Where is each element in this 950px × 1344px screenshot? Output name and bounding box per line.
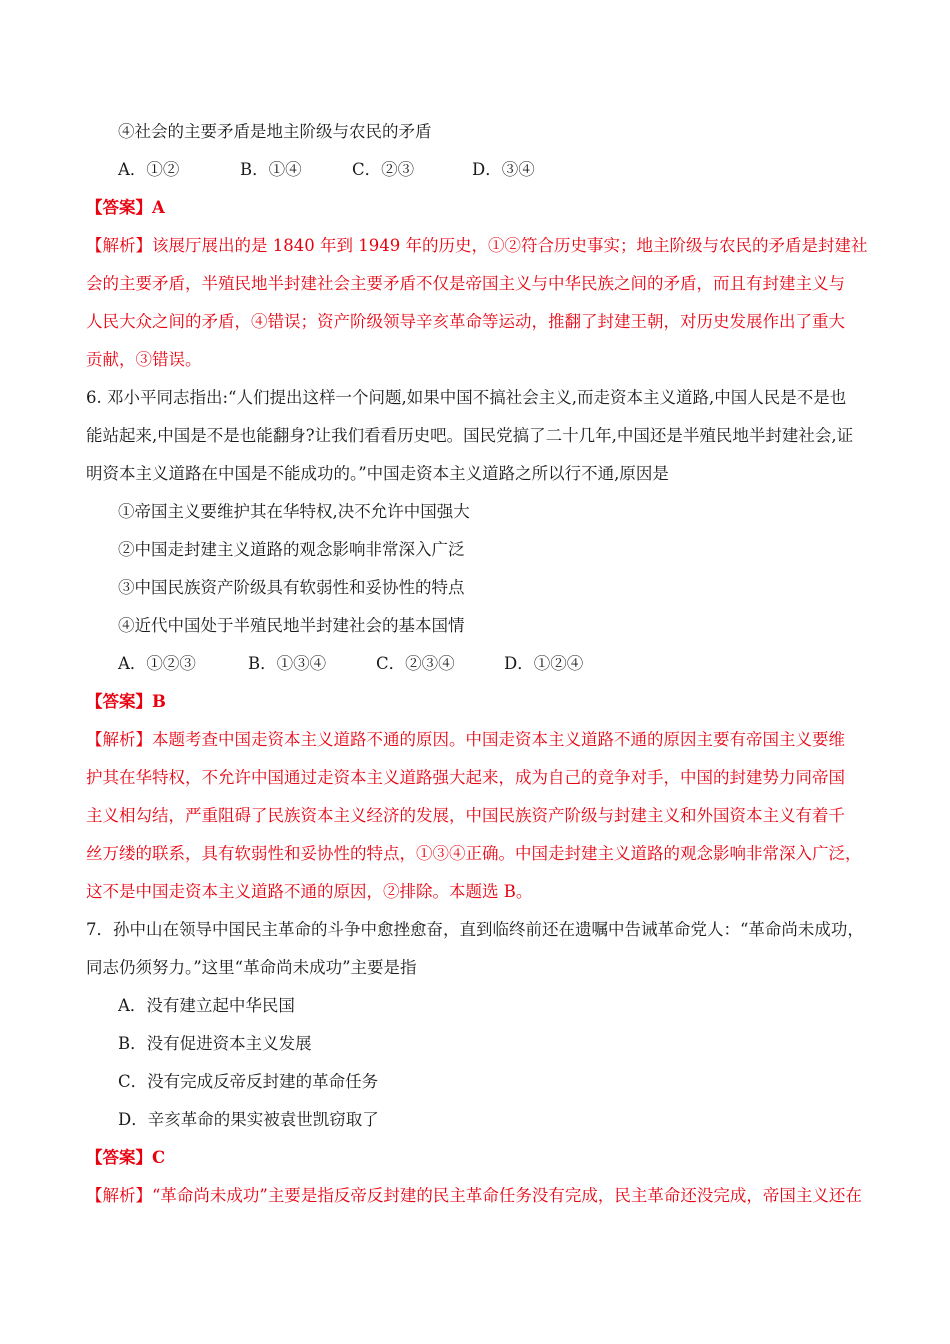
q6-item-3: ③中国民族资产阶级具有软弱性和妥协性的特点 xyxy=(118,578,465,597)
q6-option-d: D．①②④ xyxy=(504,654,584,673)
q5-analysis-line: 会的主要矛盾，半殖民地半封建社会主要矛盾不仅是帝国主义与中华民族之间的矛盾，而且有封建主义与 xyxy=(86,274,845,293)
q5-analysis-line: 人民大众之间的矛盾，④错误；资产阶级领导辛亥革命等运动，推翻了封建王朝，对历史发展作出了重大 xyxy=(86,312,845,331)
q6-analysis-line: 这不是中国走资本主义道路不通的原因，②排除。本题选 B。 xyxy=(86,882,533,901)
q5-option-a: A．①② xyxy=(118,160,180,179)
q6-option-b: B．①③④ xyxy=(248,654,327,673)
q5-answer: 【答案】A xyxy=(86,198,165,217)
q7-stem-line: 同志仍须努力。”这里“革命尚未成功”主要是指 xyxy=(86,958,417,977)
q5-item-4: ④社会的主要矛盾是地主阶级与农民的矛盾 xyxy=(118,122,432,141)
q6-item-1: ①帝国主义要维护其在华特权,决不允许中国强大 xyxy=(118,502,470,521)
q6-option-a: A．①②③ xyxy=(118,654,196,673)
q7-option-d: D．辛亥革命的果实被袁世凯窃取了 xyxy=(118,1110,379,1129)
q6-stem-line: 明资本主义道路在中国是不能成功的。”中国走资本主义道路之所以行不通,原因是 xyxy=(86,464,669,483)
q5-option-d: D．③④ xyxy=(472,160,535,179)
q6-analysis-line: 主义相勾结，严重阻碍了民族资本主义经济的发展，中国民族资产阶级与封建主义和外国资本主义有着千 xyxy=(86,806,845,825)
q7-analysis-line: 【解析】“革命尚未成功”主要是指反帝反封建的民主革命任务没有完成，民主革命还没完成，帝国主义还在 xyxy=(86,1186,862,1205)
q5-analysis-line: 【解析】该展厅展出的是 1840 年到 1949 年的历史，①②符合历史事实；地主阶级与农民的矛盾是封建社 xyxy=(86,236,868,255)
q7-answer: 【答案】C xyxy=(86,1148,166,1167)
q7-option-c: C．没有完成反帝反封建的革命任务 xyxy=(118,1072,379,1091)
q7-stem-line: 7．孙中山在领导中国民主革命的斗争中愈挫愈奋，直到临终前还在遗嘱中告诫革命党人：“革命尚未成功， xyxy=(86,920,864,939)
q6-option-c: C．②③④ xyxy=(376,654,455,673)
q5-option-b: B．①④ xyxy=(240,160,302,179)
q5-options xyxy=(118,158,535,182)
q6-analysis-line: 护其在华特权，不允许中国通过走资本主义道路强大起来，成为自己的竞争对手，中国的封建势力同帝国 xyxy=(86,768,845,787)
q6-analysis-line: 【解析】本题考查中国走资本主义道路不通的原因。中国走资本主义道路不通的原因主要有帝国主义要维 xyxy=(86,730,845,749)
q6-stem-line: 6. 邓小平同志指出:“人们提出这样一个问题,如果中国不搞社会主义,而走资本主义道路,中国人民是不是也 xyxy=(86,388,847,407)
q7-option-a: A．没有建立起中华民国 xyxy=(118,996,295,1015)
q6-analysis-line: 丝万缕的联系，具有软弱性和妥协性的特点，①③④正确。中国走封建主义道路的观念影响非常深入广泛， xyxy=(86,844,862,863)
q6-item-4: ④近代中国处于半殖民地半封建社会的基本国情 xyxy=(118,616,465,635)
q5-option-c: C．②③ xyxy=(352,160,415,179)
q7-option-b: B．没有促进资本主义发展 xyxy=(118,1034,312,1053)
q6-options xyxy=(118,652,583,676)
q5-analysis-line: 贡献，③错误。 xyxy=(86,350,202,369)
q6-stem-line: 能站起来,中国是不是也能翻身?让我们看看历史吧。国民党搞了二十几年,中国还是半殖民地半封建社会,证 xyxy=(86,426,854,445)
q6-answer: 【答案】B xyxy=(86,692,166,711)
q6-item-2: ②中国走封建主义道路的观念影响非常深入广泛 xyxy=(118,540,465,559)
